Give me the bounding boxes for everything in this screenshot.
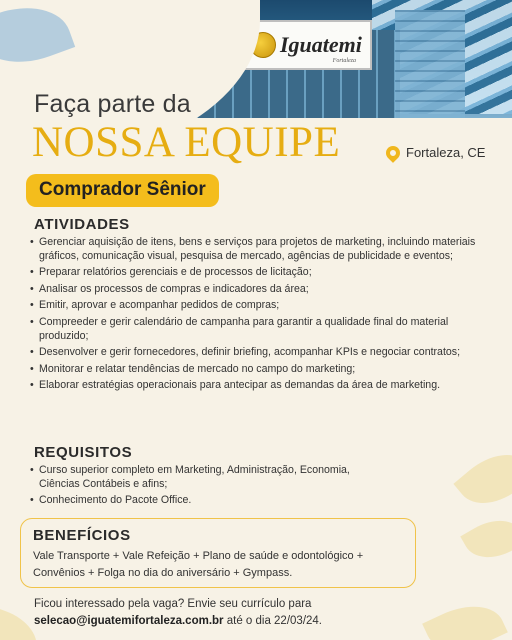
activities-title: ATIVIDADES xyxy=(34,216,130,233)
job-title-badge: Comprador Sênior xyxy=(26,174,219,207)
headline-line1: Faça parte da xyxy=(34,90,191,118)
requirements-list xyxy=(30,464,350,508)
list-item: • Conhecimento do Pacote Office. xyxy=(30,494,350,508)
benefits-box xyxy=(20,518,416,588)
list-item: • Preparar relatórios gerenciais e de processos de licitação; xyxy=(30,266,492,280)
activities-list xyxy=(30,236,492,393)
headline-line2: NOSSA EQUIPE xyxy=(32,119,341,166)
list-item: • Compreeder e gerir calendário de campanha para garantir a qualidade final do material produzido; xyxy=(30,316,492,343)
benefits-title: BENEFÍCIOS xyxy=(33,527,131,544)
email-address: selecao@iguatemifortaleza.com.br xyxy=(34,615,224,627)
location xyxy=(386,145,485,160)
leaf-decoration xyxy=(460,509,512,570)
location-pin-icon xyxy=(383,143,403,163)
benefits-text: Vale Transporte + Vale Refeição + Plano de saúde e odontológico + Convênios + Folga no dia do aniversário + Gympass. xyxy=(33,550,364,579)
sign-sub: Fortaleza xyxy=(332,58,356,64)
sign-brand: Iguatemi xyxy=(280,32,362,57)
list-item: • Monitorar e relatar tendências de mercado no campo do marketing; xyxy=(30,363,492,377)
list-item: • Gerenciar aquisição de itens, bens e serviços para projetos de marketing, incluindo materiais gráficos, comunicação visual, pesquisa de mercado, agências de publicidade e eventos; xyxy=(30,236,492,263)
footer-line1: Ficou interessado pela vaga? Envie seu currículo para xyxy=(34,598,312,610)
location-label: Fortaleza, CE xyxy=(406,145,486,160)
list-item: • Elaborar estratégias operacionais para antecipar as demandas da área de marketing. xyxy=(30,379,492,393)
requirements-title: REQUISITOS xyxy=(34,444,133,461)
application-info xyxy=(34,596,474,630)
list-item: • Emitir, aprovar e acompanhar pedidos de compras; xyxy=(30,299,492,313)
list-item: • Curso superior completo em Marketing, Administração, Economia, Ciências Contábeis e afins; xyxy=(30,464,350,491)
footer-line2 xyxy=(34,613,474,630)
building-facade-side xyxy=(395,10,465,118)
leaf-decoration xyxy=(453,439,512,519)
list-item: • Desenvolver e gerir fornecedores, definir briefing, acompanhar KPIs e negociar contratos; xyxy=(30,346,492,360)
deadline-text: até o dia 22/03/24. xyxy=(223,615,322,627)
list-item: • Analisar os processos de compras e indicadores da área; xyxy=(30,283,492,297)
